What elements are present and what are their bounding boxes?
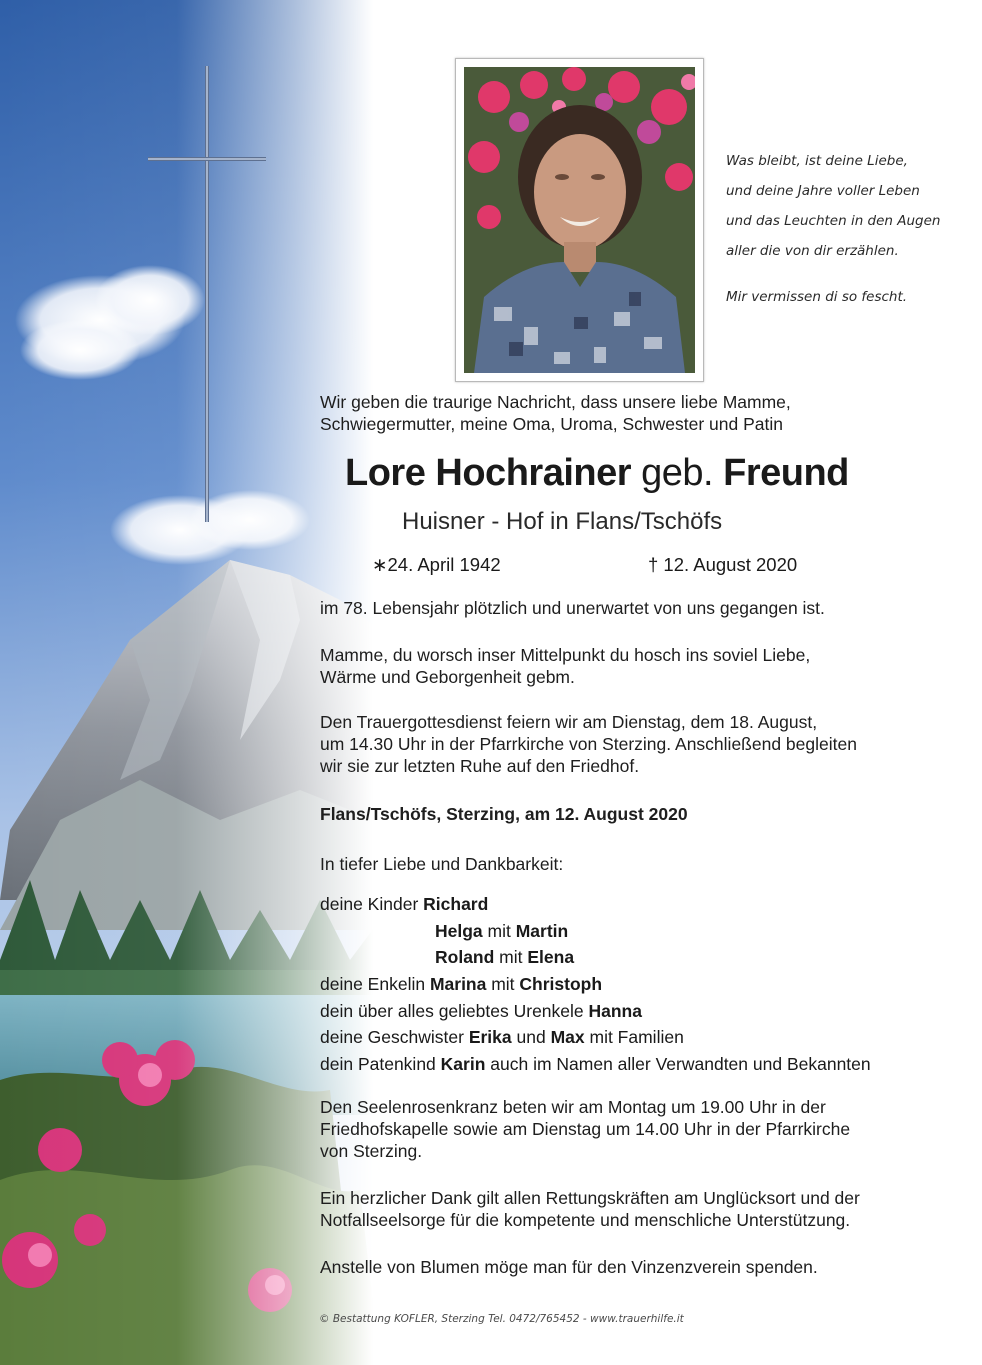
death-date: † 12. August 2020 (648, 554, 798, 575)
place-date: Flans/Tschöfs, Sterzing, am 12. August 2020 (320, 804, 688, 824)
footer-credit: © Bestattung KOFLER, Sterzing Tel. 0472/765452 - www.trauerhilfe.it (319, 1313, 684, 1325)
family-row: deine Kinder Richard (320, 894, 489, 914)
paragraph-rosary: Den Seelenrosenkranz beten wir am Montag um 19.00 Uhr in der Friedhofskapelle sowie am Dienstag um 14.00 Uhr in der Pfarrkirche von Sterzing. (320, 1097, 851, 1161)
dedication-line: In tiefer Liebe und Dankbarkeit: (320, 854, 564, 874)
birth-date: ∗24. April 1942 (372, 554, 501, 575)
intro-text: Wir geben die traurige Nachricht, dass unsere liebe Mamme, Schwiegermutter, meine Oma, Uroma, Schwester und Patin (320, 392, 791, 434)
family-row: deine Enkelin Marina mit Christoph (320, 974, 603, 995)
family-row: Roland mit Elena (435, 947, 575, 968)
family-list (320, 891, 871, 1078)
poem-line: aller die von dir erzählen. (726, 243, 899, 259)
paragraph-donation: Anstelle von Blumen möge man für den Vinzenzverein spenden. (320, 1257, 818, 1277)
poem-closing: Mir vermissen di so fescht. (726, 289, 908, 305)
paragraph-funeral-service: Den Trauergottesdienst feiern wir am Dienstag, dem 18. August, um 14.30 Uhr in der Pfarrkirche von Sterzing. Anschließend begleiten wir sie zur letzten Ruhe auf den Friedhof. (320, 712, 857, 776)
portrait-photo (455, 58, 704, 382)
poem-line: und deine Jahre voller Leben (726, 183, 920, 199)
family-row: deine Geschwister Erika und Max mit Familien (320, 1027, 684, 1048)
residence-subtitle: Huisner - Hof in Flans/Tschöfs (402, 508, 723, 535)
paragraph-tribute: Mamme, du worsch inser Mittelpunkt du hosch ins soviel Liebe, Wärme und Geborgenheit gebm. (320, 645, 811, 687)
poem-line: Was bleibt, ist deine Liebe, (726, 153, 908, 169)
family-row: Helga mit Martin (435, 920, 569, 941)
paragraph-passing: im 78. Lebensjahr plötzlich und unerwartet von uns gegangen ist. (320, 598, 825, 618)
deceased-name: Lore Hochrainer geb. Freund (345, 452, 849, 494)
poem-line: und das Leuchten in den Augen (726, 213, 941, 229)
family-row: dein Patenkind Karin auch im Namen aller Verwandten und Bekannten (320, 1054, 871, 1075)
family-row: dein über alles geliebtes Urenkele Hanna (320, 1000, 642, 1021)
paragraph-thanks: Ein herzlicher Dank gilt allen Rettungskräften am Unglücksort und der Notfallseelsorge für die kompetente und menschliche Unterstützung. (320, 1188, 860, 1230)
poem (726, 146, 966, 312)
